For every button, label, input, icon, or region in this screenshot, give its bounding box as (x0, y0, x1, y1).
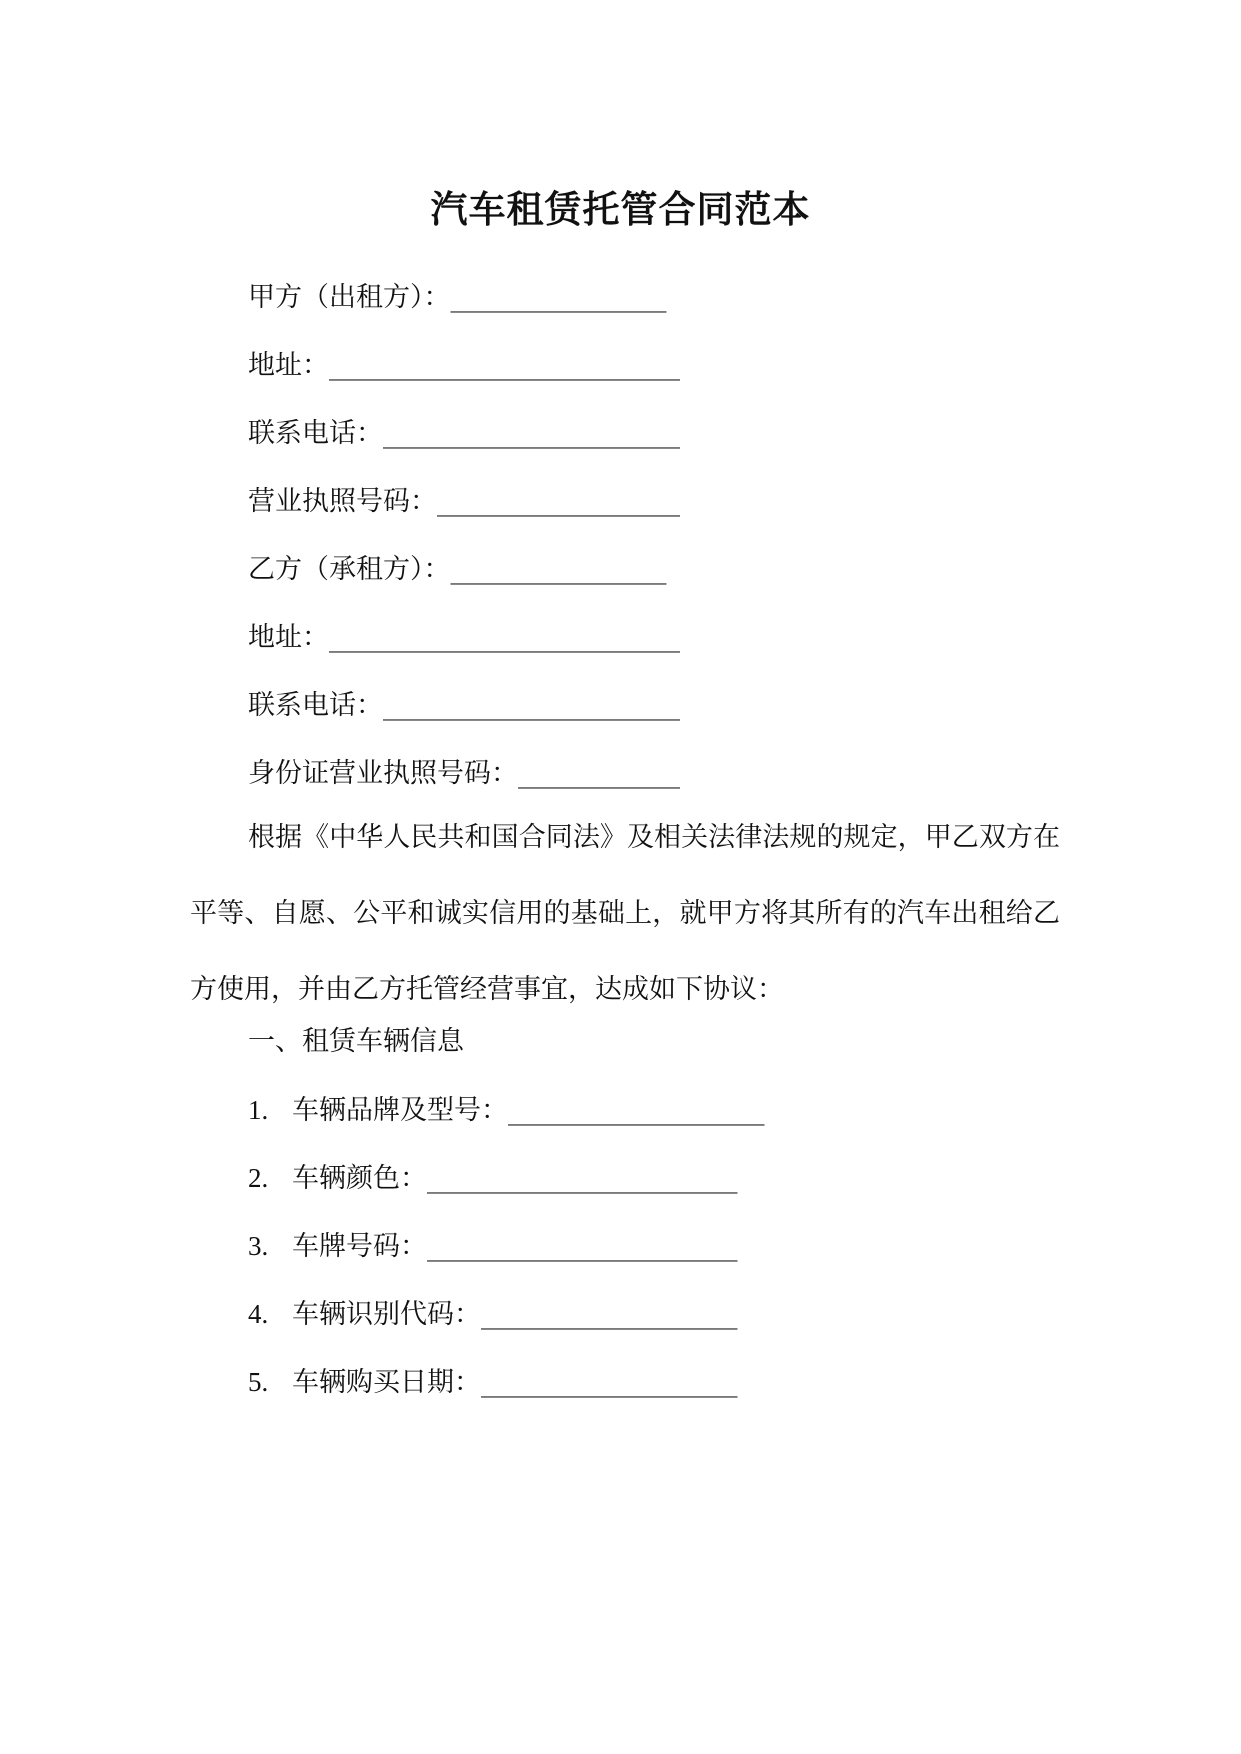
preamble-paragraph: 根据《中华人民共和国合同法》及相关法律法规的规定，甲乙双方在平等、自愿、公平和诚实信用的基础上，就甲方将其所有的汽车出租给乙方使用，并由乙方托管经营事宜，达成如下协议： (190, 822, 1060, 1005)
party-b-name-field: 乙方（承租方）：________________ (248, 554, 667, 585)
list-item-text: 车辆识别代码：___________________ (292, 1299, 738, 1330)
vehicle-item-brand (248, 1092, 765, 1129)
list-item-text: 车牌号码：_______________________ (292, 1231, 738, 1262)
party-b-phone-field: 联系电话：______________________ (248, 690, 680, 721)
list-item-number: 1. (248, 1095, 269, 1125)
vehicle-item-plate (248, 1228, 738, 1265)
party-a-name-field: 甲方（出租方）：________________ (248, 282, 667, 313)
vehicle-item-vin (248, 1296, 738, 1333)
section-heading-vehicle-info: 一、租赁车辆信息 (248, 1026, 464, 1057)
list-item-text: 车辆颜色：_______________________ (292, 1163, 738, 1194)
party-b-license-field: 身份证营业执照号码：____________ (248, 758, 680, 789)
vehicle-item-purchase-date (248, 1364, 738, 1401)
party-a-license-field: 营业执照号码：__________________ (248, 486, 680, 517)
list-item-number: 4. (248, 1299, 269, 1329)
list-item-number: 5. (248, 1367, 269, 1397)
party-a-address-field: 地址：__________________________ (248, 350, 680, 381)
list-item-text: 车辆品牌及型号：___________________ (292, 1095, 765, 1126)
vehicle-item-color (248, 1160, 738, 1197)
party-b-address-field: 地址：__________________________ (248, 622, 680, 653)
list-item-text: 车辆购买日期：___________________ (292, 1367, 738, 1398)
party-a-phone-field: 联系电话：______________________ (248, 418, 680, 449)
document-title: 汽车租赁托管合同范本 (430, 187, 811, 231)
list-item-number: 3. (248, 1231, 269, 1261)
list-item-number: 2. (248, 1163, 269, 1193)
